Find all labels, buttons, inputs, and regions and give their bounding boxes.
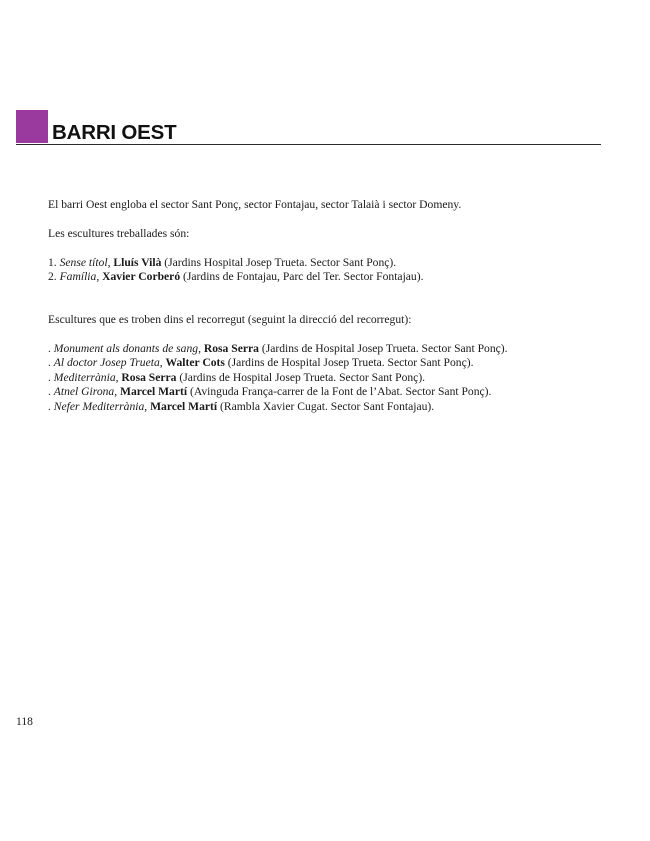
section-title: BARRI OEST [52,121,177,144]
item-bullet: . [48,356,54,370]
separator: , [115,370,122,384]
list-item [48,270,608,284]
item-number: 2. [48,270,60,283]
sculpture-location: (Avinguda França-carrer de la Font de l’Abat. Sector Sant Ponç). [187,385,492,399]
sculpture-location: (Jardins de Hospital Josep Trueta. Sector Sant Ponç). [176,370,426,384]
section-header [16,110,601,145]
separator: , [96,270,103,283]
separator: , [114,385,121,399]
sculpture-location: (Rambla Xavier Cugat. Sector Sant Fontajau). [217,399,435,413]
page-number: 118 [16,715,33,728]
artist-name: Xavier Corberó [102,270,181,283]
artist-name: Marcel Martí [150,399,218,413]
separator: , [144,399,151,413]
list-item [48,342,608,356]
artist-name: Lluís Vilà [113,255,162,269]
item-bullet: . [48,370,54,384]
sculpture-location: (Jardins Hospital Josep Trueta. Sector Sant Ponç). [161,255,397,269]
artist-name: Walter Cots [165,356,225,370]
list-item [48,385,608,399]
sculpture-location: (Jardins de Hospital Josep Trueta. Sector Sant Ponç). [224,356,474,370]
route-list [48,342,608,414]
sculpture-title: Nefer Mediterrània [53,399,145,413]
section-color-marker [16,110,48,143]
sculpture-location: (Jardins de Fontajau, Parc del Ter. Sector Fontajau). [180,270,424,283]
artist-name: Rosa Serra [203,342,259,355]
separator: , [198,342,204,355]
artist-name: Marcel Martí [120,385,188,399]
sculpture-title: Família [59,270,97,283]
sculpture-title: Monument als donants de sang [53,342,199,355]
list-item [48,400,608,414]
sculpture-title: Mediterrània [53,370,116,384]
body-text [48,198,608,414]
intro-paragraph: El barri Oest engloba el sector Sant Ponç, sector Fontajau, sector Talaià i sector Domeny. [48,198,462,211]
list-item [48,356,608,370]
sculpture-location: (Jardins de Hospital Josep Trueta. Sector Sant Ponç). [258,342,508,355]
separator: , [159,356,166,370]
item-number: 1. [48,255,60,269]
sculpture-title: Sense títol [59,255,108,269]
item-bullet: . [48,399,54,413]
sculpture-title: Al doctor Josep Trueta [53,356,160,370]
route-heading: Escultures que es troben dins el recorregut (seguint la direcció del recorregut): [48,313,412,327]
item-bullet: . [48,342,54,355]
artist-name: Rosa Serra [121,370,177,384]
worked-heading: Les escultures treballades són: [48,226,190,240]
list-item [48,256,608,270]
list-item [48,371,608,385]
item-bullet: . [48,385,54,399]
sculpture-title: Atnel Girona [53,385,115,399]
separator: , [107,255,114,269]
worked-list [48,256,608,285]
